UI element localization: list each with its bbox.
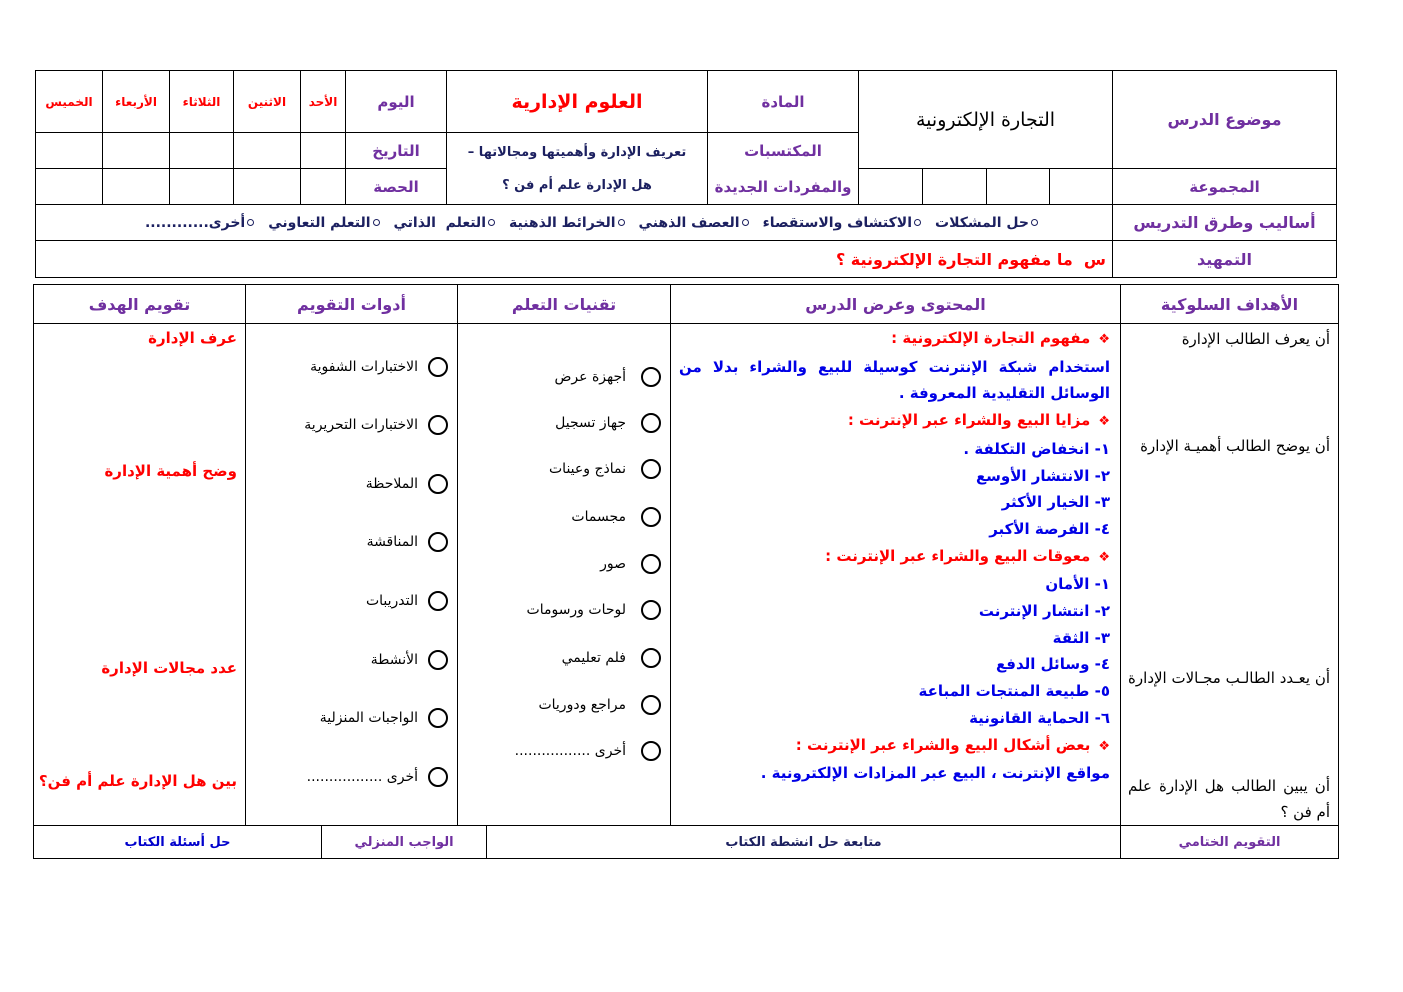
- day-name: الأربعاء: [115, 94, 157, 109]
- methods-cell: [35, 204, 1113, 241]
- day-cell-tuesday: [169, 70, 234, 133]
- technique-label: فلم تعليمي: [561, 650, 626, 666]
- homework-label: الواجب المنزلي: [354, 834, 454, 850]
- acquired-text-cell: [446, 132, 708, 205]
- checkbox-circle-icon: [428, 650, 448, 670]
- homework-label-cell: [321, 825, 487, 859]
- technique-option: [571, 506, 661, 528]
- technique-option: [555, 412, 661, 434]
- group-label-cell: [1112, 168, 1337, 205]
- day-name: الاثنين: [247, 94, 287, 109]
- methods-label: أساليب وطرق التدريس: [1133, 213, 1316, 232]
- content-heading: [679, 543, 1110, 572]
- tools-cell: [245, 323, 458, 826]
- content-list-item: ٤- الفرصة الأكبر: [989, 519, 1110, 538]
- day-cell-wednesday: [102, 70, 170, 133]
- method-option: [394, 215, 495, 231]
- date-cell: [102, 132, 170, 169]
- content-header: [670, 284, 1121, 324]
- checkbox-circle-icon: [641, 413, 661, 433]
- goal-assessment-item: بين هل الإدارة علم أم فن؟: [38, 772, 237, 790]
- checkbox-circle-icon: [641, 459, 661, 479]
- small-circle-icon: [618, 219, 625, 226]
- checkbox-circle-icon: [428, 474, 448, 494]
- tool-label: الاختبارات التحريرية: [304, 417, 418, 433]
- technique-option: [549, 458, 661, 480]
- period-label: الحصة: [373, 177, 419, 196]
- technique-label: لوحات ورسومات: [526, 602, 626, 618]
- intro-label-cell: [1112, 240, 1337, 278]
- goal-assessment-item: وضح أهمية الإدارة: [104, 462, 237, 480]
- goal-assessment-item: عدد مجالات الإدارة: [101, 659, 237, 677]
- content-list-item: ٢- الانتشار الأوسع: [975, 466, 1110, 485]
- technique-label: مجسمات: [571, 509, 626, 525]
- technique-label: جهاز تسجيل: [555, 415, 626, 431]
- tool-option: [366, 473, 448, 495]
- tool-option: [366, 590, 448, 612]
- period-cell: [102, 168, 170, 205]
- objective-item: أن يوضح الطالب أهميـة الإدارة: [1140, 437, 1330, 455]
- method-option: [935, 215, 1038, 231]
- tools-header-label: أدوات التقويم: [297, 294, 406, 314]
- closing-assessment-label: التقويم الختامي: [1178, 834, 1281, 850]
- content-list-item: ٣- الثقة: [1052, 628, 1110, 647]
- techniques-cell: [457, 323, 671, 826]
- closing-assessment-label-cell: [1120, 825, 1339, 859]
- tool-label: أخرى .................: [306, 769, 418, 785]
- day-name: الأحد: [308, 94, 338, 109]
- acquired-text-line: هل الإدارة علم أم فن ؟: [502, 177, 652, 193]
- lesson-topic-cell: [858, 70, 1113, 169]
- objective-item: أن يعـدد الطالـب مجـالات الإدارة: [1128, 669, 1330, 687]
- content-paragraph: مواقع الإنترنت ، البيع عبر المزادات الإلكترونية .: [760, 764, 1110, 783]
- technique-label: أخرى .................: [514, 743, 626, 759]
- method-option: [145, 215, 254, 231]
- method-option: [509, 215, 625, 231]
- method-label: أخرى............: [144, 214, 246, 231]
- subject-label: المادة: [761, 92, 805, 111]
- acquired-text-line: تعريف الإدارة وأهميتها ومجالاتها –: [467, 144, 687, 160]
- intro-label: التمهيد: [1196, 249, 1253, 269]
- period-cell: [169, 168, 234, 205]
- method-option: [268, 215, 379, 231]
- book-questions-text: حل أسئلة الكتاب: [124, 834, 231, 850]
- checkbox-circle-icon: [641, 695, 661, 715]
- day-cell-sunday: [300, 70, 346, 133]
- day-label-cell: [345, 70, 447, 133]
- diamond-bullet-icon: [1098, 414, 1110, 429]
- techniques-header: [457, 284, 671, 324]
- objectives-header-label: الأهداف السلوكية: [1160, 294, 1299, 314]
- lesson-topic-label-cell: [1112, 70, 1337, 169]
- technique-option: [562, 647, 661, 669]
- checkbox-circle-icon: [428, 767, 448, 787]
- tool-label: الأنشطة: [370, 652, 418, 668]
- day-label: اليوم: [377, 92, 415, 111]
- period-cell: [35, 168, 103, 205]
- content-heading-text: مفهوم التجارة الإلكترونية :: [891, 329, 1091, 347]
- technique-option: [515, 740, 661, 762]
- method-label: العصف الذهني: [638, 214, 740, 231]
- day-name: الخميس: [45, 94, 93, 109]
- diamond-bullet-icon: [1098, 332, 1110, 347]
- small-circle-icon: [488, 219, 495, 226]
- checkbox-circle-icon: [428, 357, 448, 377]
- intro-cell: [35, 240, 1113, 278]
- content-heading: [679, 325, 1110, 354]
- content-heading: [679, 407, 1110, 436]
- technique-label: صور: [600, 556, 626, 572]
- method-label: التعلم التعاوني: [268, 214, 371, 231]
- method-label: حل المشكلات: [935, 214, 1029, 231]
- date-cell: [233, 132, 301, 169]
- goal-assessment-header: [33, 284, 246, 324]
- small-circle-icon: [373, 219, 380, 226]
- period-label-cell: [345, 168, 447, 205]
- content-cell: [670, 323, 1121, 826]
- checkbox-circle-icon: [641, 600, 661, 620]
- content-list-item: ٢- انتشار الإنترنت: [978, 602, 1110, 621]
- goal-assessment-header-label: تقويم الهدف: [88, 294, 191, 314]
- content-heading-text: بعض أشكال البيع والشراء عبر الإنترنت :: [795, 735, 1091, 754]
- date-label-cell: [345, 132, 447, 169]
- checkbox-circle-icon: [428, 415, 448, 435]
- book-activities-cell: [486, 825, 1121, 859]
- day-cell-thursday: [35, 70, 103, 133]
- tool-label: التدريبات: [365, 593, 418, 609]
- tools-header: [245, 284, 458, 324]
- diamond-bullet-icon: [1098, 739, 1110, 754]
- checkbox-circle-icon: [428, 532, 448, 552]
- group-cell: [922, 168, 987, 205]
- content-heading-text: مزايا البيع والشراء عبر الإنترنت :: [847, 411, 1091, 430]
- subject-label-cell: [707, 70, 859, 133]
- tool-label: الملاحظة: [365, 476, 418, 492]
- method-option: [763, 215, 921, 231]
- tool-option: [367, 531, 448, 553]
- book-questions-cell: [33, 825, 322, 859]
- technique-option: [527, 599, 661, 621]
- content-list-item: ١- الأمان: [1045, 575, 1110, 594]
- group-cell: [986, 168, 1050, 205]
- checkbox-circle-icon: [641, 507, 661, 527]
- small-circle-icon: [742, 219, 749, 226]
- method-label: التعلم الذاتي: [393, 214, 486, 231]
- content-list-item: ٤- وسائل الدفع: [995, 655, 1110, 674]
- content-heading: [679, 732, 1110, 761]
- diamond-bullet-icon: [1098, 550, 1110, 565]
- technique-label: مراجع ودوريات: [538, 697, 626, 713]
- tool-option: [304, 414, 448, 436]
- subject-name: العلوم الإدارية: [511, 90, 643, 113]
- subject-cell: [446, 70, 708, 133]
- date-cell: [169, 132, 234, 169]
- acquired-label-line: المكتسبات: [744, 141, 822, 160]
- checkbox-circle-icon: [641, 741, 661, 761]
- technique-label: أجهزة عرض: [554, 369, 626, 385]
- method-label: الاكتشاف والاستقصاء: [762, 214, 912, 231]
- tool-option: [371, 649, 448, 671]
- day-name: الثلاثاء: [182, 94, 221, 109]
- date-cell: [300, 132, 346, 169]
- day-cell-monday: [233, 70, 301, 133]
- content-list-item: ١- انخفاض التكلفة .: [963, 439, 1110, 458]
- tool-option: [310, 356, 448, 378]
- checkbox-circle-icon: [641, 554, 661, 574]
- lesson-topic-label: موضوع الدرس: [1167, 110, 1282, 129]
- content-list-item: ٥- طبيعة المنتجات المباعة: [918, 682, 1110, 701]
- small-circle-icon: [1031, 219, 1038, 226]
- tool-label: المناقشة: [366, 534, 418, 550]
- goal-assessment-cell: [33, 323, 246, 826]
- method-label: الخرائط الذهنية: [509, 214, 616, 231]
- checkbox-circle-icon: [641, 648, 661, 668]
- content-header-label: المحتوى وعرض الدرس: [805, 294, 986, 314]
- objective-item: أن يعرف الطالب الإدارة: [1181, 330, 1330, 348]
- book-activities-text: متابعة حل انشطة الكتاب: [725, 834, 882, 850]
- technique-option: [600, 553, 661, 575]
- goal-assessment-item: عرف الإدارة: [148, 329, 237, 347]
- techniques-header-label: تقنيات التعلم: [511, 294, 617, 314]
- intro-question: س ما مفهوم التجارة الإلكترونية ؟: [835, 249, 1106, 269]
- tool-option: [320, 707, 448, 729]
- group-label: المجموعة: [1189, 177, 1260, 196]
- tool-label: الواجبات المنزلية: [319, 710, 418, 726]
- checkbox-circle-icon: [428, 591, 448, 611]
- objective-item: أن يبين الطالب هل الإدارة علم أم فن ؟: [1128, 777, 1330, 821]
- lesson-topic: التجارة الإلكترونية: [915, 108, 1056, 131]
- tool-option: [307, 766, 448, 788]
- acquired-label-line: والمفردات الجديدة: [714, 177, 852, 196]
- small-circle-icon: [914, 219, 921, 226]
- technique-label: نماذج وعينات: [549, 461, 626, 477]
- method-option: [639, 215, 749, 231]
- objectives-cell: [1120, 323, 1339, 826]
- group-cell: [858, 168, 923, 205]
- period-cell: [300, 168, 346, 205]
- group-cell: [1049, 168, 1113, 205]
- checkbox-circle-icon: [428, 708, 448, 728]
- objectives-header: [1120, 284, 1339, 324]
- content-list-item: ٣- الخيار الأكثر: [1001, 493, 1110, 512]
- date-label: التاريخ: [372, 141, 420, 160]
- content-heading-text: معوقات البيع والشراء عبر الإنترنت :: [825, 546, 1091, 565]
- tool-label: الاختبارات الشفوية: [310, 359, 418, 375]
- period-cell: [233, 168, 301, 205]
- checkbox-circle-icon: [641, 367, 661, 387]
- acquired-label-cell: [707, 132, 859, 205]
- technique-option: [538, 694, 661, 716]
- content-paragraph: استخدام شبكة الإنترنت كوسيلة للبيع والشراء بدلا من الوسائل التقليدية المعروفة .: [679, 357, 1110, 403]
- content-list-item: ٦- الحماية القانونية: [969, 708, 1110, 727]
- technique-option: [554, 366, 661, 388]
- methods-label-cell: [1112, 204, 1337, 241]
- small-circle-icon: [247, 219, 254, 226]
- date-cell: [35, 132, 103, 169]
